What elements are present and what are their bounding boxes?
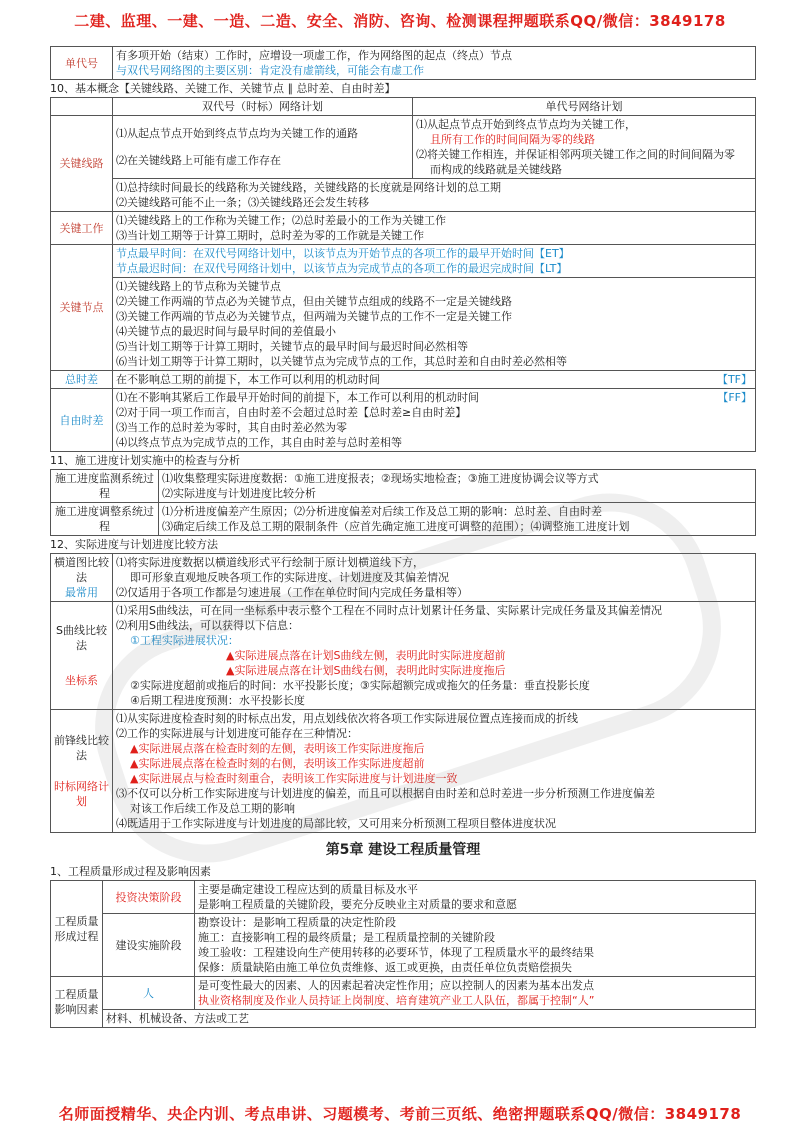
impl-l1: 勘察设计：是影响工程质量的决定性阶段 (198, 916, 396, 929)
progress-check-table (50, 469, 756, 536)
key-node-label: 关键节点 (51, 245, 113, 371)
section-10-title: 10、基本概念【关键线路、关键工作、关键节点 ∥ 总时差、自由时差】 (50, 82, 396, 95)
key-node-n1: ⑴关键线路上的节点称为关键节点 (116, 280, 281, 293)
comparison-methods-table (50, 553, 756, 833)
front-l2c: ▲实际进展点与检查时刻重合，表明该工作实际进度与计划进度一致 (130, 772, 458, 785)
bar-method-sub: 最常用 (65, 586, 98, 599)
adjust-l2: ⑶确定后续工作及总工期的限制条件（应首先确定施工进度可调整的范围）；⑷调整施工进度计划 (162, 520, 630, 533)
s-curve-l4: ②实际进度超前或拖后的时间：水平投影长度；③实际超额完成或拖欠的任务量：垂直投影长度 (130, 679, 590, 692)
front-l2a: ▲实际进展点落在检查时刻的左侧，表明该工作实际进度拖后 (130, 742, 425, 755)
key-path-s2b: 而构成的线路就是关键线路 (430, 163, 562, 176)
key-work-label: 关键工作 (51, 212, 113, 245)
front-l2: ⑵工作的实际进展与计划进度可能存在三种情况： (116, 727, 358, 740)
key-path-c1: ⑴总持续时间最长的线路称为关键线路，关键线路的长度就是网络计划的总工期 (116, 181, 501, 194)
footer-banner: 名师面授精华、央企内训、考点串讲、习题模考、考前三页纸、绝密押题联系QQ/微信：3849178 (58, 1105, 742, 1123)
free-float-l2: ⑵对于同一项工作而言，自由时差不会超过总时差【总时差≥自由时差】 (116, 406, 467, 419)
impl-l3: 竣工验收：工程建设向生产使用转移的必要环节，体现了工程质量水平的最终结果 (198, 946, 594, 959)
key-node-e1: 节点最早时间：在双代号网络计划中，以该节点为开始节点的各项工作的最早开始时间【ET】 (116, 247, 570, 260)
document-body (50, 46, 756, 1028)
decision-stage-label: 投资决策阶段 (103, 881, 195, 914)
key-node-n4: ⑷关键节点的最迟时间与最早时间的差值最小 (116, 325, 336, 338)
col-single-code: 单代号网络计划 (413, 98, 756, 116)
key-node-n6: ⑹当计划工期等于计算工期时，以关键节点为完成节点的工作，其总时差和自由时差必然相等 (116, 355, 567, 368)
key-node-n3: ⑶关键工作两端的节点必为关键节点，但两端为关键节点的工作不一定是关键工作 (116, 310, 512, 323)
monitor-l1: ⑴收集整理实际进度数据：①施工进度报表；②现场实地检查；③施工进度协调会议等方式 (162, 472, 599, 485)
basic-concepts-table (50, 97, 756, 452)
implementation-stage-label: 建设实施阶段 (103, 914, 195, 977)
s-curve-l3a: ▲实际进展点落在计划S曲线左侧，表明此时实际进度超前 (226, 649, 506, 662)
factor-label: 工程质量影响因素 (51, 977, 103, 1028)
decision-l2: 是影响工程质量的关键阶段，要充分反映业主对质量的要求和意愿 (198, 898, 517, 911)
single-code-label: 单代号 (51, 47, 113, 80)
key-path-s2: ⑵将关键工作相连，并保证相邻两项关键工作之间的时间间隔为零 (416, 148, 735, 161)
front-l2b: ▲实际进展点落在检查时刻的右侧，表明该工作实际进度超前 (130, 757, 425, 770)
impl-l2: 施工：直接影响工程的最终质量；是工程质量控制的关键阶段 (198, 931, 495, 944)
monitor-l2: ⑵实际进度与计划进度比较分析 (162, 487, 316, 500)
key-path-d1: ⑴从起点节点开始到终点节点均为关键工作的通路 (116, 127, 358, 140)
s-curve-l3: ①工程实际进展状况： (130, 634, 239, 647)
adjust-label: 施工进度调整系统过程 (51, 503, 159, 536)
formation-label: 工程质量形成过程 (51, 881, 103, 977)
people-l2: 执业资格制度及作业人员持证上岗制度、培育建筑产业工人队伍，都属于控制“人” (198, 994, 595, 1007)
single-code-line2: 与双代号网络图的主要区别：肯定没有虚箭线，可能会有虚工作 (116, 64, 424, 77)
people-label: 人 (103, 977, 195, 1010)
key-path-d2: ⑵在关键线路上可能有虚工作存在 (116, 154, 281, 167)
s-curve-sub: 坐标系 (65, 674, 98, 687)
front-l3b: 对该工作后续工作及总工期的影响 (130, 802, 295, 815)
front-l1: ⑴从实际进度检查时刻的时标点出发，用点划线依次将各项工作实际进展位置点连接而成的折线 (116, 712, 578, 725)
front-l4: ⑷既适用于工作实际进度与计划进度的局部比较，又可用来分析预测工程项目整体进度状况 (116, 817, 556, 830)
key-path-s1b: 且所有工作的时间间隔为零的线路 (430, 133, 595, 146)
key-work-l2: ⑶当计划工期等于计算工期时，总时差为零的工作就是关键工作 (116, 229, 424, 242)
chapter-title: 第5章 建设工程质量管理 (325, 842, 481, 858)
impl-l4: 保修：质量缺陷由施工单位负责维修、返工或更换，由责任单位负责赔偿损失 (198, 961, 572, 974)
free-float-label: 自由时差 (51, 389, 113, 452)
quality-table (50, 880, 756, 1028)
section-12-title: 12、实际进度与计划进度比较方法 (50, 538, 218, 551)
front-line-label: 前锋线比较法 (54, 734, 109, 762)
key-path-c2: ⑵关键线路可能不止一条；⑶关键线路还会发生转移 (116, 196, 369, 209)
section-11-title: 11、施工进度计划实施中的检查与分析 (50, 454, 240, 467)
adjust-l1: ⑴分析进度偏差产生原因；⑵分析进度偏差对后续工作及总工期的影响：总时差、自由时差 (162, 505, 602, 518)
monitor-label: 施工进度监测系统过程 (51, 470, 159, 503)
s-curve-label: S曲线比较法 (56, 624, 107, 652)
bar-l2: ⑵仅适用于各项工作都是匀速进展（工作在单位时间内完成任务量相等） (116, 586, 468, 599)
bar-l1b: 即可形象直观地反映各项工作的实际进度、计划进度及其偏差情况 (130, 571, 449, 584)
s-curve-l5: ④后期工程进度预测：水平投影长度 (130, 694, 305, 707)
front-l3: ⑶不仅可以分析工作实际进度与计划进度的偏差，而且可以根据自由时差和总时差进一步分析预测工作进度偏差 (116, 787, 655, 800)
key-path-label: 关键线路 (51, 116, 113, 212)
bar-l1: ⑴将实际进度数据以横道线形式平行绘制于原计划横道线下方， (116, 556, 424, 569)
total-float-tag: 【TF】 (716, 373, 752, 386)
s-curve-l1: ⑴采用S曲线法，可在同一坐标系中表示整个工程在不同时点计划累计任务量、实际累计完成任务量及其偏差情况 (116, 604, 662, 617)
other-factors: 材料、机械设备、方法或工艺 (103, 1010, 756, 1028)
s-curve-l3b: ▲实际进展点落在计划S曲线右侧，表明此时实际进度拖后 (226, 664, 506, 677)
bar-method-label: 横道图比较法 (54, 556, 109, 584)
col-double-code: 双代号（时标）网络计划 (113, 98, 413, 116)
key-node-e2: 节点最迟时间：在双代号网络计划中，以该节点为完成节点的各项工作的最迟完成时间【LT】 (116, 262, 568, 275)
free-float-l3: ⑶当工作的总时差为零时，其自由时差必然为零 (116, 421, 347, 434)
total-float-text: 在不影响总工期的前提下，本工作可以利用的机动时间 (116, 373, 380, 386)
front-line-sub: 时标网络计划 (54, 780, 109, 808)
single-code-line1: 有多项开始（结束）工作时，应增设一项虚工作，作为网络图的起点（终点）节点 (116, 49, 512, 62)
key-node-n5: ⑸当计划工期等于计算工期时，关键节点的最早时间与最迟时间必然相等 (116, 340, 468, 353)
quality-section-title: 1、工程质量形成过程及影响因素 (50, 865, 211, 878)
key-node-n2: ⑵关键工作两端的节点必为关键节点，但由关键节点组成的线路不一定是关键线路 (116, 295, 512, 308)
header-banner: 二建、监理、一建、一造、二造、安全、消防、咨询、检测课程押题联系QQ/微信：3849178 (74, 12, 726, 30)
key-work-l1: ⑴关键线路上的工作称为关键工作；⑵总时差最小的工作为关键工作 (116, 214, 446, 227)
single-code-table (50, 46, 756, 80)
free-float-l4: ⑷以终点节点为完成节点的工作，其自由时差与总时差相等 (116, 436, 402, 449)
total-float-label: 总时差 (51, 371, 113, 389)
decision-l1: 主要是确定建设工程应达到的质量目标及水平 (198, 883, 418, 896)
people-l1: 是可变性最大的因素、人的因素起着决定性作用；应以控制人的因素为基本出发点 (198, 979, 594, 992)
free-float-tag: 【FF】 (717, 391, 752, 404)
key-path-s1: ⑴从起点节点开始到终点节点均为关键工作， (416, 118, 636, 131)
free-float-l1: ⑴在不影响其紧后工作最早开始时间的前提下，本工作可以利用的机动时间 (116, 391, 479, 404)
s-curve-l2: ⑵利用S曲线法，可以获得以下信息： (116, 619, 299, 632)
